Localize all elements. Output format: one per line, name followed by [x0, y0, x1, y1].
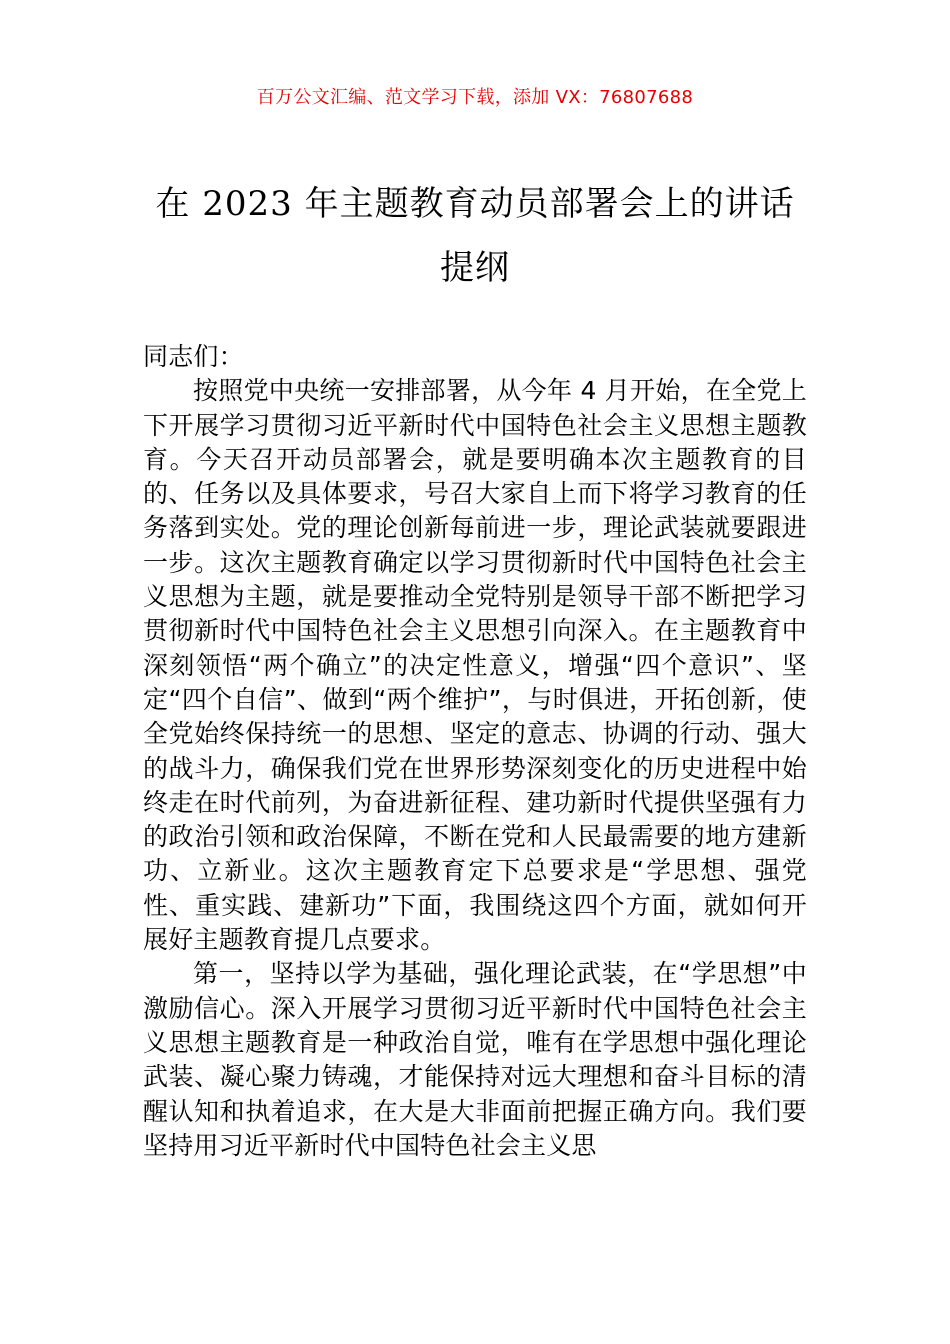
document-title: 在 2023 年主题教育动员部署会上的讲话提纲 — [155, 184, 795, 288]
salutation: 同志们： — [143, 342, 244, 371]
watermark-header: 百万公文汇编、范文学习下载，添加 VX：76807688 — [256, 87, 694, 108]
document-body — [143, 340, 807, 1163]
paragraph: 第一，坚持以学为基础，强化理论武装，在“学思想”中激励信心。深入开展学习贯彻习近平新时代中国特色社会主义思想主题教育是一种政治自觉，唯有在学思想中强化理论武装、凝心聚力铸魂，才能保持对远大理想和奋斗目标的清醒认知和执着追求，在大是大非面前把握正确方向。我们要坚持用习近平新时代中国特色社会主义思 — [143, 959, 807, 1160]
paragraph: 按照党中央统一安排部署，从今年 4 月开始，在全党上下开展学习贯彻习近平新时代中国特色社会主义思想主题教育。今天召开动员部署会，就是要明确本次主题教育的目的、任务以及具体要求，号召大家自上而下将学习教育的任务落到实处。党的理论创新每前进一步，理论武装就要跟进一步。这次主题教育确定以学习贯彻新时代中国特色社会主义思想为主题，就是要推动全党特别是领导干部不断把学习贯彻新时代中国特色社会主义思想引向深入。在主题教育中深刻领悟“两个确立”的决定性意义，增强“四个意识”、坚定“四个自信”、做到“两个维护”，与时俱进，开拓创新，使全党始终保持统一的思想、坚定的意志、协调的行动、强大的战斗力，确保我们党在世界形势深刻变化的历史进程中始终走在时代前列，为奋进新征程、建功新时代提供坚强有力的政治引领和政治保障，不断在党和人民最需要的地方建新功、立新业。这次主题教育定下总要求是“学思想、强党性、重实践、建新功”下面，我围绕这四个方面，就如何开展好主题教育提几点要求。 — [143, 376, 807, 955]
